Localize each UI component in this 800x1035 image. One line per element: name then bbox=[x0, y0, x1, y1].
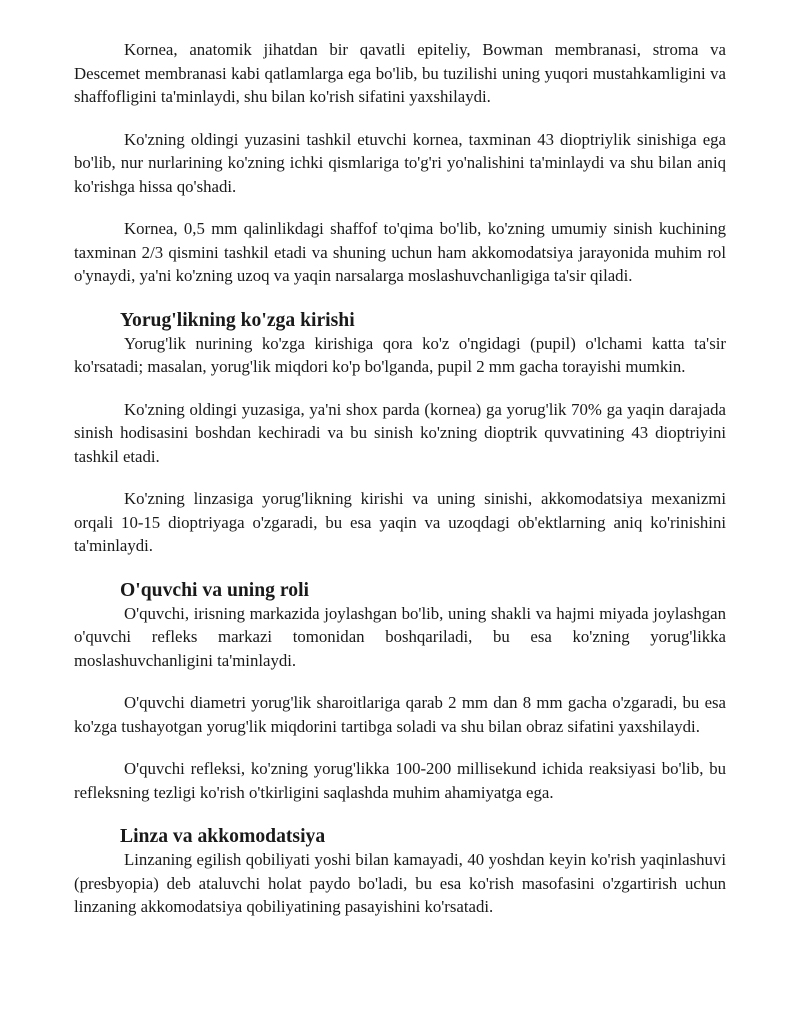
paragraph-lens-refraction: Ko'zning linzasiga yorug'likning kirishi va uning sinishi, akkomodatsiya mexanizmi orqali 10-15 dioptriyaga o'zgaradi, bu esa yaqin va uzoqdagi ob'ektlarning aniq ko'rinishini ta'minlaydi. bbox=[74, 489, 726, 555]
paragraph-cornea-thickness: Kornea, 0,5 mm qalinlikdagi shaffof to'qima bo'lib, ko'zning umumiy sinish kuchining taxminan 2/3 qismini tashkil etadi va shuning uchun ham akkomodatsiya jarayonida muhim rol o'ynaydi, ya'ni ko'zning uzoq va yaqin narsalarga moslashuvchanligiga ta'sir qiladi. bbox=[74, 219, 726, 285]
heading-lens-accommodation: Linza va akkomodatsiya bbox=[120, 825, 326, 847]
paragraph-pupil-size: Yorug'lik nurining ko'zga kirishiga qora ko'z o'ngidagi (pupil) o'lchami katta ta'sir ko'rsatadi; masalan, yorug'lik miqdori ko'p bo'lganda, pupil 2 mm gacha torayishi mumkin. bbox=[74, 333, 726, 376]
paragraph-pupil-reflex: O'quvchi refleksi, ko'zning yorug'likka 100-200 millisekund ichida reaksiyasi bo'lib, bu refleksning tezligi ko'rish o'tkirligini saqlashda muhim ahamiyatga ega. bbox=[74, 759, 726, 802]
document-page bbox=[74, 38, 726, 938]
heading-pupil-role: O'quvchi va uning roli bbox=[120, 578, 310, 601]
paragraph-pupil-diameter: O'quvchi diametri yorug'lik sharoitlariga qarab 2 mm dan 8 mm gacha o'zgaradi, bu esa ko'zga tushayotgan yorug'lik miqdorini tartibga soladi va shu bilan obraz sifatini yaxshilaydi. bbox=[74, 693, 726, 736]
paragraph-cornea-refraction: Ko'zning oldingi yuzasini tashkil etuvchi kornea, taxminan 43 dioptriylik sinishiga ega bo'lib, nur nurlarining ko'zning ichki qismlariga to'g'ri yo'nalishini ta'minlaydi va shu bilan aniq ko'rishga hissa qo'shadi. bbox=[74, 129, 726, 196]
heading-light-entry: Yorug'likning ko'zga kirishi bbox=[120, 308, 355, 331]
paragraph-pupil-center: O'quvchi, irisning markazida joylashgan bo'lib, uning shakli va hajmi miyada joylashgan o'quvchi refleks markazi tomonidan boshqariladi, bu esa ko'zning yorug'likka moslashuvchanligini ta'minlaydi. bbox=[74, 603, 726, 670]
paragraph-presbyopia: Linzaning egilish qobiliyati yoshi bilan kamayadi, 40 yoshdan keyin ko'rish yaqinlashuvi (presbyopia) deb ataluvchi holat paydo bo'ladi, bu esa ko'rish masofasini o'zgartirish uchun linzaning akkomodatsiya qobiliyatining pasayishini ko'rsatadi. bbox=[74, 850, 726, 916]
paragraph-cornea-layers: Kornea, anatomik jihatdan bir qavatli epiteliy, Bowman membranasi, stroma va Descemet membranasi kabi qatlamlarga ega bo'lib, bu tuzilishi uning yuqori mustahkamligini va shaffofligini ta'minlaydi, shu bilan ko'rish sifatini yaxshilaydi. bbox=[74, 40, 726, 106]
paragraph-front-surface: Ko'zning oldingi yuzasiga, ya'ni shox parda (kornea) ga yorug'lik 70% ga yaqin darajada sinish hodisasini boshdan kechiradi va bu sinish ko'zning dioptrik quvvatining 43 dioptriyini tashkil etadi. bbox=[74, 399, 726, 466]
